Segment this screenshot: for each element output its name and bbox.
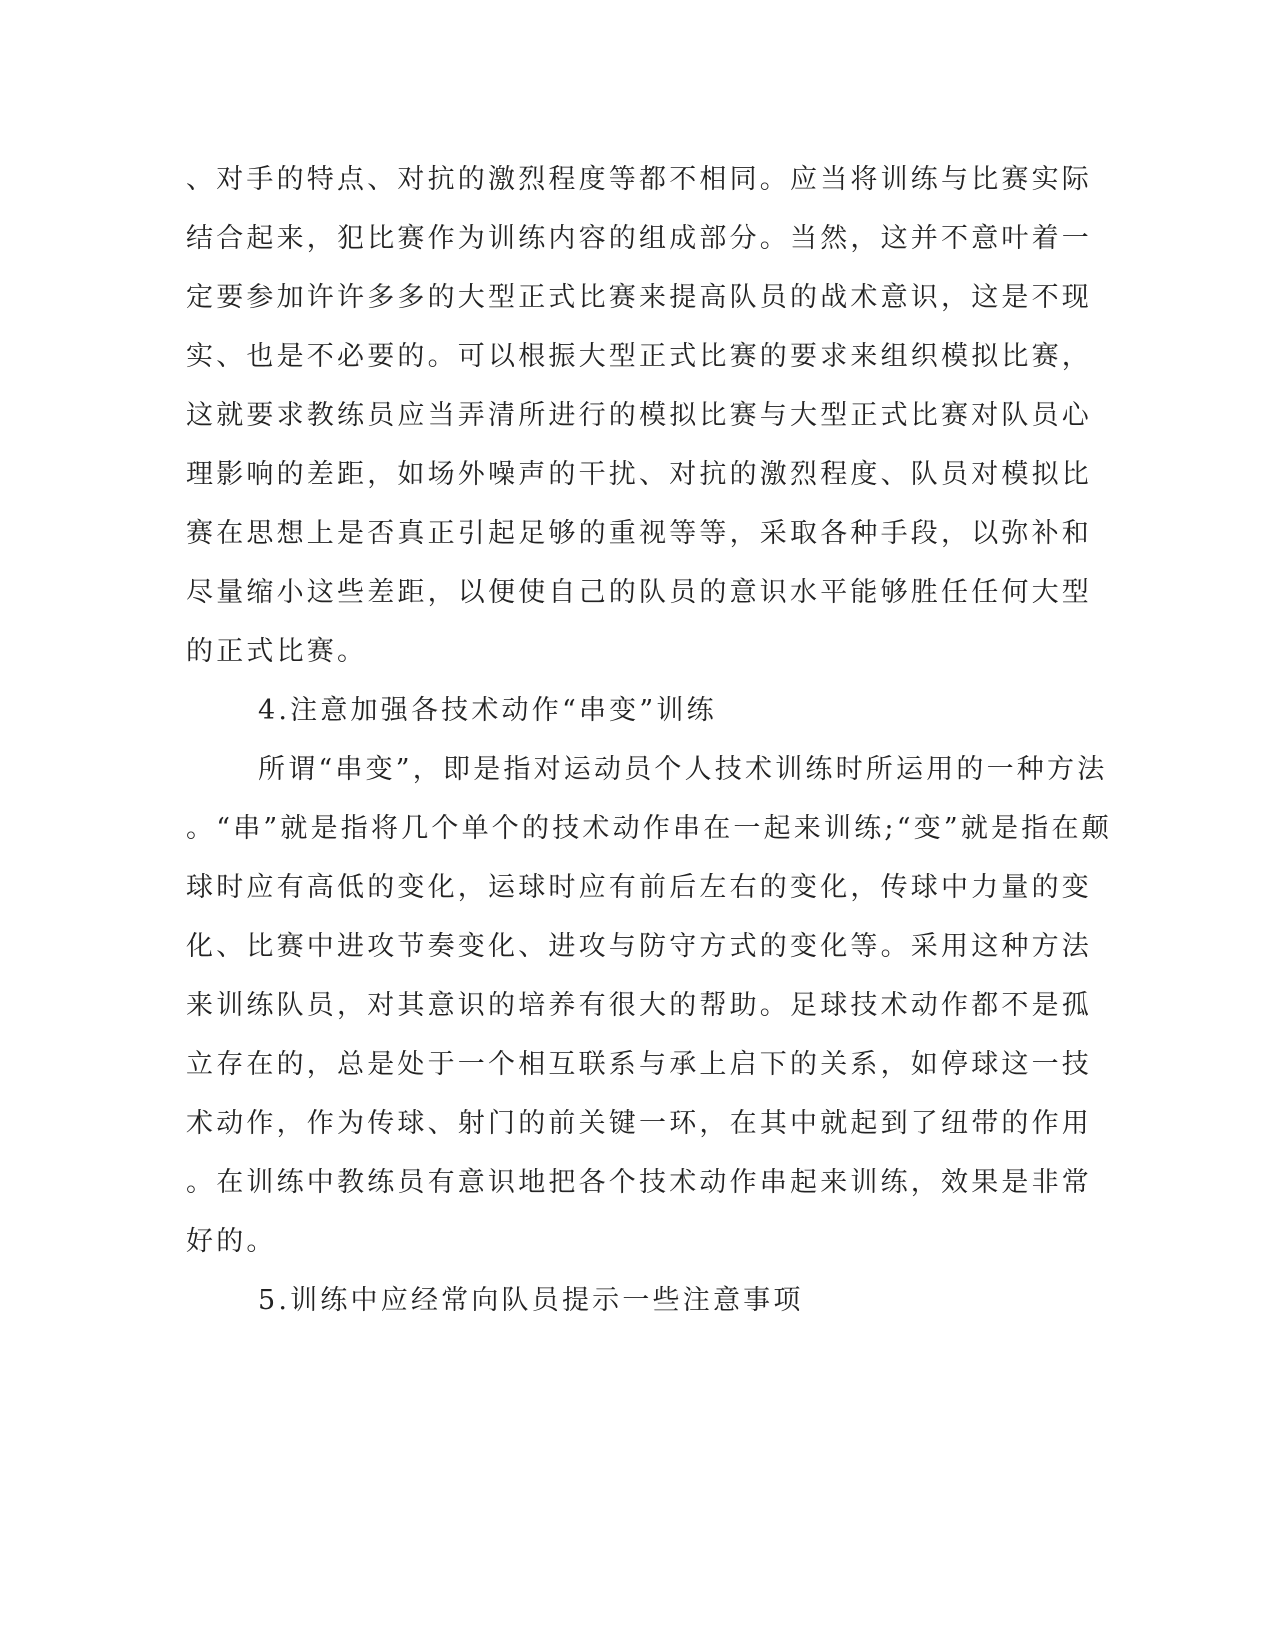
paragraph-1-line-6: 理影响的差距，如场外噪声的干扰、对抗的激烈程度、队员对模拟比 (186, 459, 1092, 490)
paragraph-1-line-7: 赛在思想上是否真正引起足够的重视等等，采取各种手段，以弥补和 (186, 518, 1092, 549)
paragraph-2-line-8: 。在训练中教练员有意识地把各个技术动作串起来训练，效果是非常 (186, 1167, 1092, 1198)
paragraph-2-line-4: 化、比赛中进攻节奏变化、进攻与防守方式的变化等。采用这种方法 (186, 931, 1092, 962)
paragraph-2-line-3: 球时应有高低的变化，运球时应有前后左右的变化，传球中力量的变 (186, 872, 1092, 903)
paragraph-1-line-3: 定要参加许许多多的大型正式比赛来提高队员的战术意识，这是不现 (186, 282, 1092, 313)
paragraph-1-line-5: 这就要求教练员应当弄清所进行的模拟比赛与大型正式比赛对队员心 (186, 400, 1092, 431)
paragraph-2-line-6: 立存在的，总是处于一个相互联系与承上启下的关系，如停球这一技 (186, 1049, 1092, 1080)
paragraph-1-line-2: 结合起来，犯比赛作为训练内容的组成部分。当然，这并不意叶着一 (186, 223, 1092, 254)
paragraph-1-line-9: 的正式比赛。 (186, 636, 368, 667)
paragraph-2-line-5: 来训练队员，对其意识的培养有很大的帮助。足球技术动作都不是孤 (186, 990, 1092, 1021)
paragraph-2-line-7: 术动作，作为传球、射门的前关键一环，在其中就起到了纽带的作用 (186, 1108, 1092, 1139)
section-heading-5: 5.训练中应经常向队员提示一些注意事项 (258, 1285, 804, 1316)
section-heading-4: 4.注意加强各技术动作“串变”训练 (258, 695, 717, 726)
paragraph-1-line-8: 尽量缩小这些差距，以便使自己的队员的意识水平能够胜任任何大型 (186, 577, 1092, 608)
paragraph-1-line-1: 、对手的特点、对抗的激烈程度等都不相同。应当将训练与比赛实际 (186, 164, 1092, 195)
paragraph-2-line-1: 所谓“串变”，即是指对运动员个人技术训练时所运用的一种方法 (258, 754, 1108, 785)
paragraph-2-line-9: 好的。 (186, 1226, 277, 1257)
paragraph-2-line-2: 。“串”就是指将几个单个的技术动作串在一起来训练;“变”就是指在颠 (186, 813, 1112, 844)
paragraph-1-line-4: 实、也是不必要的。可以根振大型正式比赛的要求来组织模拟比赛， (186, 341, 1092, 372)
